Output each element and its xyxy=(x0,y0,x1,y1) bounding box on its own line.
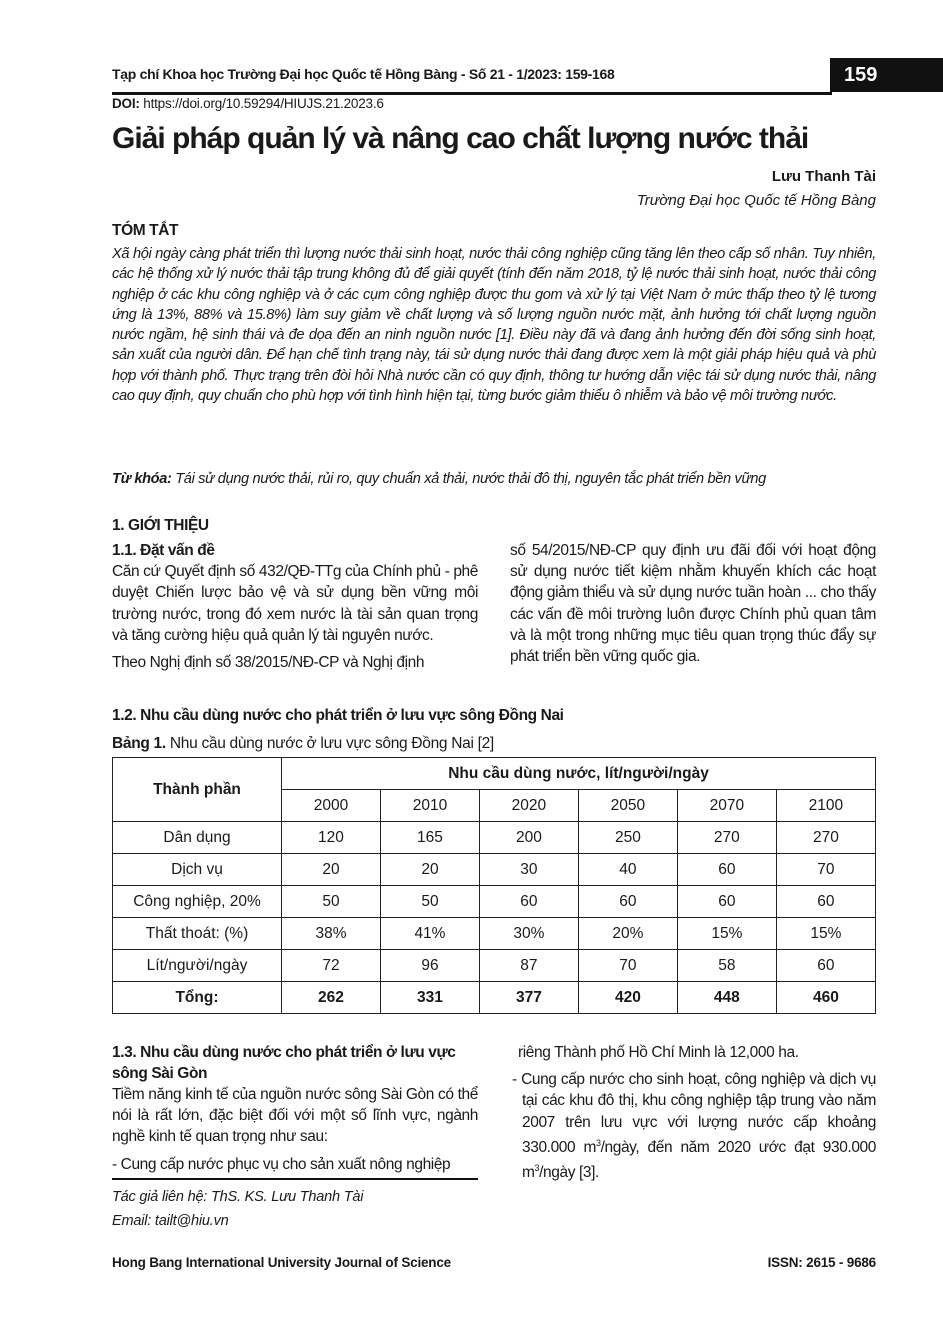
table-cell: 96 xyxy=(380,950,479,982)
table-row xyxy=(113,982,876,1014)
table-cell: 448 xyxy=(677,982,776,1014)
journal-header: Tạp chí Khoa học Trường Đại học Quốc tế Hồng Bàng - Số 21 - 1/2023: 159-168 xyxy=(112,66,615,82)
table-cell: 60 xyxy=(578,886,677,918)
table-cell: 200 xyxy=(479,822,578,854)
header-cell: Nhu cầu dùng nước, lít/người/ngày xyxy=(282,758,876,790)
right-column-2 xyxy=(510,1042,876,1190)
left-column-1 xyxy=(112,540,478,679)
corresponding-author: Tác giả liên hệ: ThS. KS. Lưu Thanh Tài xyxy=(112,1189,364,1205)
caption-label: Bảng 1. xyxy=(112,735,166,752)
table-cell: 60 xyxy=(677,854,776,886)
header-divider xyxy=(112,92,832,95)
table-cell: 120 xyxy=(282,822,381,854)
footnote-divider xyxy=(112,1178,478,1180)
table-cell: 165 xyxy=(380,822,479,854)
paragraph: Căn cứ Quyết định số 432/QĐ-TTg của Chính phủ - phê duyệt Chiến lược bảo vệ và sử dụng bền vững môi trường nước, trong đó xem nước là tài sản quan trọng và tăng cường hiệu quả quản lý tài nguyên nước. xyxy=(112,563,478,644)
superscript: 3 xyxy=(596,1137,601,1148)
paragraph: Theo Nghị định số 38/2015/NĐ-CP và Nghị định xyxy=(112,654,425,672)
table-cell: 20% xyxy=(578,918,677,950)
paragraph: số 54/2015/NĐ-CP quy định ưu đãi đối với hoạt động sử dụng nước tiết kiệm nhằm khuyến khích các hoạt động giảm thiểu và sử dụng nước tuần hoàn ... cho thấy các vấn đề môi trường luôn được Chính phủ quan tâm và là một trong những mục tiêu quan trọng thúc đẩy sự phát triển bền vững quốc gia. xyxy=(510,542,876,666)
doi xyxy=(112,96,384,111)
table-row xyxy=(113,854,876,886)
doi-link[interactable]: https://doi.org/10.59294/HIUJS.21.2023.6 xyxy=(143,96,384,111)
table-caption xyxy=(112,735,494,753)
email[interactable]: Email: tailt@hiu.vn xyxy=(112,1213,229,1229)
table-cell: 250 xyxy=(578,822,677,854)
table-row xyxy=(113,886,876,918)
year-header: 2050 xyxy=(578,790,677,822)
table-cell: 87 xyxy=(479,950,578,982)
right-column-1 xyxy=(510,540,876,673)
table-cell: 420 xyxy=(578,982,677,1014)
table-cell: 60 xyxy=(677,886,776,918)
bullet-text: /ngày [3]. xyxy=(539,1164,599,1182)
bullet-text: /ngày, đến năm 2020 ước đạt 930.000 m xyxy=(522,1138,876,1182)
year-header: 2020 xyxy=(479,790,578,822)
table-cell: 50 xyxy=(282,886,381,918)
doi-label: DOI: xyxy=(112,96,140,111)
keywords-text: Tái sử dụng nước thải, rủi ro, quy chuẩn xả thải, nước thải đô thị, nguyên tắc phát triển bền vững xyxy=(175,471,766,487)
abstract-text: Xã hội ngày càng phát triển thì lượng nước thải sinh hoạt, nước thải công nghiệp cũng tăng lên theo cấp số nhân. Tuy nhiên, các hệ thống xử lý nước thải tập trung không đủ để giải quyết (tính đến năm 2018, tỷ lệ nước thải sinh hoạt, nước thải công nghiệp ở các khu công nghiệp và ở các cụm công nghiệp được thu gom và xử lý tại Việt Nam ở mức thấp theo tỷ lệ tương ứng là 13%, 88% và 15.8%) làm suy giảm về chất lượng và số lượng nguồn nước mặt, ảnh hưởng tới chất lượng nguồn nước ngầm, hệ sinh thái và đe dọa đến an ninh nguồn nước [1]. Điều này đã và đang ảnh hưởng đến đời sống sinh hoạt, sản xuất của người dân. Để hạn chế tình trạng này, tái sử dụng nước thải đang được xem là một giải pháp hiệu quả và phù hợp với thành phố. Thực trạng trên đòi hỏi Nhà nước cần có quy định, thông tư hướng dẫn việc tái sử dụng nước thải, nâng cao quy định, quy chuẩn cho phù hợp với tình hình hiện tại, từng bước giảm thiểu ô nhiễm và bảo vệ môi trường nước. xyxy=(112,246,876,405)
keywords xyxy=(112,471,876,487)
left-column-2 xyxy=(112,1042,478,1181)
table-row xyxy=(113,822,876,854)
row-label: Dịch vụ xyxy=(113,854,282,886)
footer-journal: Hong Bang International University Journal of Science xyxy=(112,1255,451,1270)
subsection-heading: 1.1. Đặt vấn đề xyxy=(112,542,215,559)
table-cell: 377 xyxy=(479,982,578,1014)
table-cell: 20 xyxy=(282,854,381,886)
year-header: 2100 xyxy=(776,790,875,822)
subsection-heading: 1.2. Nhu cầu dùng nước cho phát triển ở lưu vực sông Đồng Nai xyxy=(112,707,564,724)
table-cell: 38% xyxy=(282,918,381,950)
author: Lưu Thanh Tài xyxy=(771,168,876,185)
table-cell: 72 xyxy=(282,950,381,982)
section-heading: 1. GIỚI THIỆU xyxy=(112,517,209,534)
row-label: Thất thoát: (%) xyxy=(113,918,282,950)
row-label: Lít/người/ngày xyxy=(113,950,282,982)
table-cell: 30% xyxy=(479,918,578,950)
article-title: Giải pháp quản lý và nâng cao chất lượng nước thải xyxy=(112,122,809,155)
footer-issn: ISSN: 2615 - 9686 xyxy=(767,1255,876,1270)
row-label: Dân dụng xyxy=(113,822,282,854)
table-cell: 60 xyxy=(479,886,578,918)
year-header: 2000 xyxy=(282,790,381,822)
keywords-label: Từ khóa: xyxy=(112,471,172,487)
water-demand-table xyxy=(112,757,876,1014)
page-number: 159 xyxy=(830,58,943,92)
table-cell: 40 xyxy=(578,854,677,886)
year-header: 2010 xyxy=(380,790,479,822)
year-header: 2070 xyxy=(677,790,776,822)
bullet-text: - Cung cấp nước cho sinh hoạt, công nghiệp và dịch vụ tại các khu đô thị, khu công nghiệp tập trung vào năm 2007 trên lưu vực với lượng nước cấp khoảng 330.000 m xyxy=(512,1071,876,1156)
table-row xyxy=(113,950,876,982)
subsection-heading: 1.3. Nhu cầu dùng nước cho phát triển ở lưu vực sông Sài Gòn xyxy=(112,1044,456,1082)
bullet: - Cung cấp nước phục vụ cho sản xuất nông nghiệp xyxy=(112,1155,451,1173)
table-row xyxy=(113,918,876,950)
abstract-heading: TÓM TẮT xyxy=(112,222,179,239)
table-cell: 331 xyxy=(380,982,479,1014)
paragraph: riêng Thành phố Hồ Chí Minh là 12,000 ha. xyxy=(518,1044,799,1061)
table-cell: 262 xyxy=(282,982,381,1014)
row-label: Tổng: xyxy=(113,982,282,1014)
superscript: 3 xyxy=(534,1163,540,1174)
table-cell: 50 xyxy=(380,886,479,918)
table-cell: 15% xyxy=(677,918,776,950)
table-cell: 15% xyxy=(776,918,875,950)
table-cell: 70 xyxy=(578,950,677,982)
table-cell: 270 xyxy=(776,822,875,854)
table-cell: 30 xyxy=(479,854,578,886)
paragraph: Tiềm năng kinh tế của nguồn nước sông Sài Gòn có thể nói là rất lớn, đặc biệt đối với một số lĩnh vực, ngành nghề kinh tế quan trọng như sau: xyxy=(112,1086,478,1146)
table-cell: 60 xyxy=(776,886,875,918)
table-cell: 70 xyxy=(776,854,875,886)
row-label: Công nghiệp, 20% xyxy=(113,886,282,918)
table-cell: 20 xyxy=(380,854,479,886)
table-cell: 58 xyxy=(677,950,776,982)
bullet xyxy=(510,1069,876,1183)
table-cell: 41% xyxy=(380,918,479,950)
table-cell: 460 xyxy=(776,982,875,1014)
caption-text: Nhu cầu dùng nước ở lưu vực sông Đồng Nai [2] xyxy=(169,735,494,752)
affiliation: Trường Đại học Quốc tế Hồng Bàng xyxy=(636,192,876,209)
header-cell: Thành phần xyxy=(113,758,282,822)
table-cell: 270 xyxy=(677,822,776,854)
table-cell: 60 xyxy=(776,950,875,982)
